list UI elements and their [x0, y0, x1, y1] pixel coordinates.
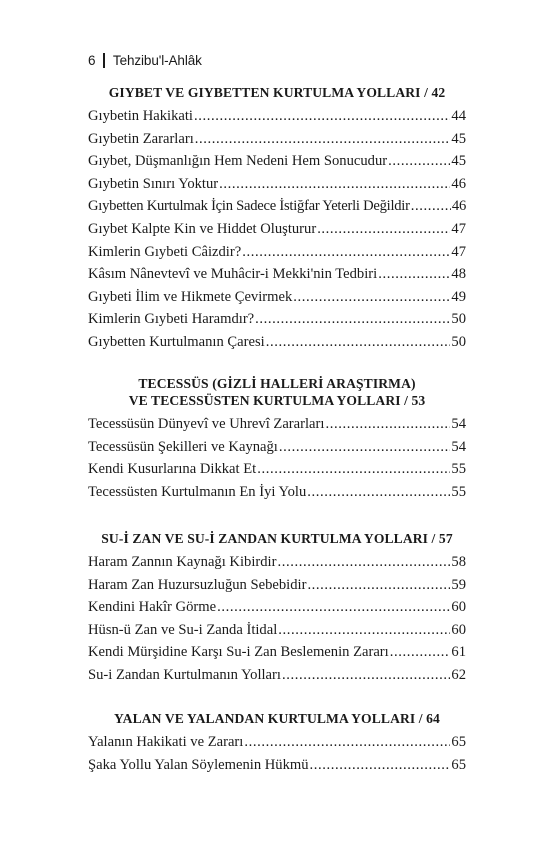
dot-leader [194, 105, 450, 128]
dot-leader [266, 331, 451, 354]
toc-entry[interactable] [88, 664, 466, 687]
toc-entry[interactable] [88, 413, 466, 436]
dot-leader [217, 596, 450, 619]
entry-page: 45 [451, 130, 466, 147]
dot-leader [411, 195, 451, 218]
dot-leader [325, 413, 450, 436]
section-heading [88, 84, 466, 101]
entry-title: Gıybet Kalpte Kin ve Hiddet Oluşturur [88, 220, 317, 237]
dot-leader [390, 641, 451, 664]
dot-leader [255, 308, 450, 331]
dot-leader [219, 173, 450, 196]
dot-leader [242, 241, 450, 264]
entry-title: Kâsım Nânevtevî ve Muhâcir-i Mekki'nin Tedbiri [88, 266, 378, 283]
entry-page: 49 [451, 288, 466, 305]
dot-leader [282, 664, 450, 687]
entry-title: Haram Zan Huzursuzluğun Sebebidir [88, 576, 307, 593]
toc-entry[interactable] [88, 331, 466, 354]
toc-section-tecessus [88, 375, 466, 503]
section-heading-line: GIYBET VE GIYBETTEN KURTULMA YOLLARI / 42 [108, 85, 446, 100]
dot-leader [310, 754, 451, 777]
entry-title: Kimlerin Gıybeti Haramdır? [88, 311, 255, 328]
entry-page: 60 [451, 599, 466, 616]
entry-page: 48 [451, 266, 466, 283]
entry-title: Gıybetin Hakikati [88, 108, 193, 124]
entry-title: Kimlerin Gıybeti Câizdir? [88, 243, 242, 260]
entry-title: Yalanın Hakikati ve Zararı [88, 734, 244, 750]
toc-entry[interactable] [88, 551, 466, 574]
entry-page: 59 [451, 576, 466, 593]
toc-entry[interactable] [88, 105, 466, 128]
toc-entry[interactable] [88, 218, 466, 241]
entry-title: Gıybet, Düşmanlığın Hem Nedeni Hem Sonucudur [88, 153, 388, 170]
toc-entry[interactable] [88, 458, 466, 481]
dot-leader [257, 458, 450, 481]
entry-page: 45 [451, 153, 466, 170]
toc-entry[interactable] [88, 128, 466, 151]
dot-leader [378, 263, 450, 286]
toc-section-yalan [88, 710, 466, 776]
entry-page: 47 [451, 243, 466, 260]
toc-entry[interactable] [88, 308, 466, 331]
toc-entry[interactable] [88, 241, 466, 264]
entry-title: Kendi Mürşidine Karşı Su-i Zan Beslemenin Zararı [88, 644, 389, 661]
toc-entry[interactable] [88, 641, 466, 664]
book-title: Tehzibu'l-Ahlâk [112, 53, 202, 68]
entry-page: 58 [451, 554, 466, 570]
toc-entry[interactable] [88, 596, 466, 619]
toc-entry[interactable] [88, 150, 466, 173]
section-heading-line: VE TECESSÜSTEN KURTULMA YOLLARI / 53 [128, 393, 426, 408]
entry-title: Gıybeti İlim ve Hikmete Çevirmek [88, 288, 293, 305]
entry-page: 47 [451, 220, 466, 237]
entry-title: Gıybetin Zararları [88, 130, 194, 147]
dot-leader [293, 286, 450, 309]
entry-page: 62 [451, 666, 466, 683]
toc-entry[interactable] [88, 619, 466, 642]
toc-entry[interactable] [88, 195, 466, 218]
entry-page: 44 [451, 108, 466, 124]
toc-entry[interactable] [88, 481, 466, 504]
toc-entry[interactable] [88, 286, 466, 309]
entry-page: 46 [451, 175, 466, 192]
entry-page: 55 [451, 483, 466, 500]
entry-title: Haram Zannın Kaynağı Kibirdir [88, 554, 277, 570]
entry-page: 65 [451, 756, 466, 773]
dot-leader [244, 731, 450, 754]
entry-title: Tecessüsten Kurtulmanın En İyi Yolu [88, 483, 307, 500]
dot-leader [279, 436, 451, 459]
entry-title: Tecessüsün Dünyevî ve Uhrevî Zararları [88, 416, 325, 432]
dot-leader [307, 481, 450, 504]
dot-leader [317, 218, 450, 241]
section-heading [88, 710, 466, 727]
section-heading-line: SU-İ ZAN VE SU-İ ZANDAN KURTULMA YOLLARI / 57 [101, 531, 453, 546]
dot-leader [277, 551, 450, 574]
toc-entry[interactable] [88, 436, 466, 459]
entry-title: Tecessüsün Şekilleri ve Kaynağı [88, 438, 278, 455]
section-heading-line: TECESSÜS (GİZLİ HALLERİ ARAŞTIRMA) [138, 376, 416, 391]
toc-entry[interactable] [88, 173, 466, 196]
entry-page: 54 [451, 416, 466, 432]
toc-entry[interactable] [88, 731, 466, 754]
entry-title: Hüsn-ü Zan ve Su-i Zanda İtidal [88, 621, 278, 638]
entry-title: Gıybetin Sınırı Yoktur [88, 175, 219, 192]
header-divider [103, 53, 105, 68]
dot-leader [278, 619, 450, 642]
toc-entry[interactable] [88, 263, 466, 286]
section-heading [88, 530, 466, 547]
toc-section-su-i-zan [88, 530, 466, 687]
entry-page: 54 [451, 438, 466, 455]
entry-page: 65 [451, 734, 466, 750]
section-heading [88, 375, 466, 409]
running-head [88, 53, 202, 68]
toc-entry[interactable] [88, 574, 466, 597]
dot-leader [388, 150, 450, 173]
entry-page: 61 [451, 644, 466, 661]
entry-title: Kendi Kusurlarına Dikkat Et [88, 461, 257, 478]
entry-title: Kendini Hakîr Görme [88, 599, 217, 616]
entry-page: 50 [451, 333, 466, 350]
entry-page: 60 [451, 621, 466, 638]
toc-entry[interactable] [88, 754, 466, 777]
entry-page: 46 [451, 198, 466, 215]
entry-title: Gıybetten Kurtulmanın Çaresi [88, 333, 265, 350]
toc-section-giybet [88, 84, 466, 354]
entry-page: 55 [451, 461, 466, 478]
entry-title: Su-i Zandan Kurtulmanın Yolları [88, 666, 281, 683]
dot-leader [307, 574, 450, 597]
entry-page: 50 [451, 311, 466, 328]
entry-title: Şaka Yollu Yalan Söylemenin Hükmü [88, 756, 309, 773]
dot-leader [195, 128, 451, 151]
section-heading-line: YALAN VE YALANDAN KURTULMA YOLLARI / 64 [114, 711, 440, 726]
entry-title: Gıybetten Kurtulmak İçin Sadece İstiğfar Yeterli Değildir [88, 198, 410, 215]
page-number: 6 [88, 53, 96, 68]
